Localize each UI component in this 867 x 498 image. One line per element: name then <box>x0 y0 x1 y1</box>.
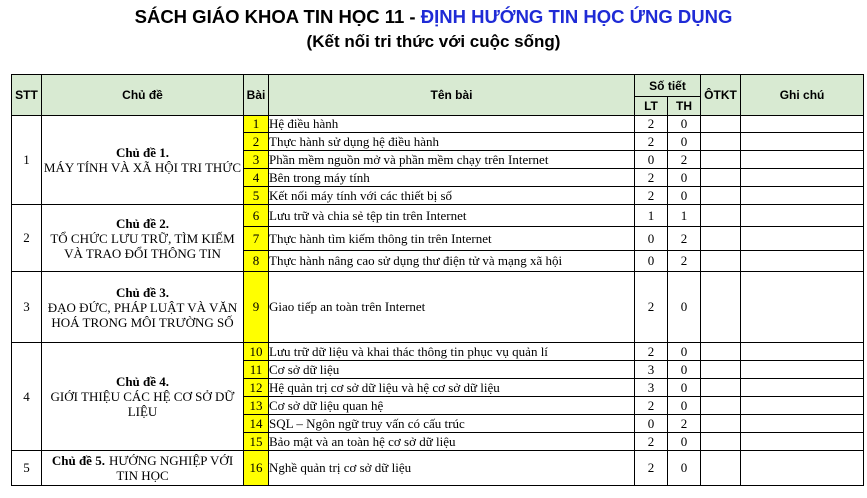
topic-name: HƯỚNG NGHIỆP VỚI TIN HỌC <box>108 453 234 483</box>
lesson-name: Hệ quản trị cơ sở dữ liệu và hệ cơ sở dữ liệu <box>269 379 635 397</box>
otkt-cell <box>701 379 741 397</box>
otkt-cell <box>701 272 741 343</box>
table-row <box>12 451 864 486</box>
lt-value: 3 <box>635 379 668 397</box>
lt-value: 1 <box>635 205 668 227</box>
header-periods: Số tiết <box>635 75 701 97</box>
th-value: 0 <box>668 116 701 133</box>
th-value: 1 <box>668 205 701 227</box>
table-row <box>12 116 864 133</box>
lesson-number: 2 <box>244 133 269 151</box>
lesson-name: Thực hành nâng cao sử dụng thư điện tử và mạng xã hội <box>269 251 635 272</box>
lesson-name: Kết nối máy tính với các thiết bị số <box>269 187 635 205</box>
note-cell <box>741 151 864 169</box>
lt-value: 2 <box>635 343 668 361</box>
curriculum-table <box>11 74 864 486</box>
lt-value: 2 <box>635 397 668 415</box>
lt-value: 2 <box>635 272 668 343</box>
topic-name: MÁY TÍNH VÀ XÃ HỘI TRI THỨC <box>43 160 242 175</box>
lesson-name: Bảo mật và an toàn hệ cơ sở dữ liệu <box>269 433 635 451</box>
topic-name: ĐẠO ĐỨC, PHÁP LUẬT VÀ VĂN HOÁ TRONG MÔI TRƯỜNG SỐ <box>47 299 238 330</box>
lesson-name: Phần mềm nguồn mở và phần mềm chạy trên Internet <box>269 151 635 169</box>
otkt-cell <box>701 433 741 451</box>
topic-cell <box>42 343 244 451</box>
lesson-number: 3 <box>244 151 269 169</box>
table-row <box>12 205 864 227</box>
lt-value: 2 <box>635 133 668 151</box>
lesson-number: 11 <box>244 361 269 379</box>
topic-cell <box>42 116 244 205</box>
otkt-cell <box>701 187 741 205</box>
note-cell <box>741 415 864 433</box>
otkt-cell <box>701 227 741 251</box>
row-stt: 4 <box>12 343 42 451</box>
topic-cell <box>42 451 244 486</box>
lesson-number: 13 <box>244 397 269 415</box>
note-cell <box>741 116 864 133</box>
th-value: 2 <box>668 151 701 169</box>
lesson-number: 14 <box>244 415 269 433</box>
lesson-name: Lưu trữ dữ liệu và khai thác thông tin phục vụ quản lí <box>269 343 635 361</box>
topic-label: Chủ đề 2. <box>115 215 170 231</box>
note-cell <box>741 187 864 205</box>
lesson-name: Cơ sở dữ liệu quan hệ <box>269 397 635 415</box>
lesson-number: 4 <box>244 169 269 187</box>
lt-value: 0 <box>635 415 668 433</box>
note-cell <box>741 205 864 227</box>
header-lesson-name: Tên bài <box>269 75 635 116</box>
th-value: 0 <box>668 133 701 151</box>
th-value: 0 <box>668 433 701 451</box>
lesson-number: 10 <box>244 343 269 361</box>
lesson-name: Giao tiếp an toàn trên Internet <box>269 272 635 343</box>
table-row <box>12 343 864 361</box>
lt-value: 2 <box>635 116 668 133</box>
note-cell <box>741 397 864 415</box>
topic-label: Chủ đề 1. <box>115 145 170 160</box>
note-cell <box>741 227 864 251</box>
page-title <box>0 6 867 28</box>
lesson-number: 5 <box>244 187 269 205</box>
lesson-name: Cơ sở dữ liệu <box>269 361 635 379</box>
lesson-number: 12 <box>244 379 269 397</box>
page-subtitle: (Kết nối tri thức với cuộc sống) <box>306 32 561 51</box>
lesson-name: Bên trong máy tính <box>269 169 635 187</box>
lesson-number: 6 <box>244 205 269 227</box>
lt-value: 2 <box>635 169 668 187</box>
lt-value: 0 <box>635 251 668 272</box>
th-value: 0 <box>668 169 701 187</box>
table-row <box>12 272 864 343</box>
lesson-name: Thực hành sử dụng hệ điều hành <box>269 133 635 151</box>
otkt-cell <box>701 151 741 169</box>
lesson-name: SQL – Ngôn ngữ truy vấn có cấu trúc <box>269 415 635 433</box>
otkt-cell <box>701 361 741 379</box>
th-value: 0 <box>668 451 701 486</box>
row-stt: 5 <box>12 451 42 486</box>
note-cell <box>741 169 864 187</box>
th-value: 2 <box>668 415 701 433</box>
otkt-cell <box>701 169 741 187</box>
lt-value: 0 <box>635 151 668 169</box>
lesson-name: Thực hành tìm kiếm thông tin trên Internet <box>269 227 635 251</box>
topic-label: Chủ đề 3. <box>115 284 170 300</box>
lesson-name: Lưu trữ và chia sẻ tệp tin trên Internet <box>269 205 635 227</box>
note-cell <box>741 433 864 451</box>
title-prefix: SÁCH GIÁO KHOA TIN HỌC 11 - <box>134 6 421 27</box>
lesson-number: 15 <box>244 433 269 451</box>
otkt-cell <box>701 205 741 227</box>
lt-value: 2 <box>635 187 668 205</box>
lt-value: 3 <box>635 361 668 379</box>
note-cell <box>741 272 864 343</box>
lesson-number: 8 <box>244 251 269 272</box>
row-stt: 2 <box>12 205 42 272</box>
header-otkt: ÔTKT <box>701 75 741 116</box>
table-body <box>12 116 864 486</box>
header-note: Ghi chú <box>741 75 864 116</box>
row-stt: 3 <box>12 272 42 343</box>
th-value: 0 <box>668 343 701 361</box>
th-value: 2 <box>668 227 701 251</box>
th-value: 0 <box>668 272 701 343</box>
th-value: 0 <box>668 187 701 205</box>
header-th: TH <box>668 97 701 116</box>
note-cell <box>741 251 864 272</box>
lesson-number: 1 <box>244 116 269 133</box>
note-cell <box>741 133 864 151</box>
otkt-cell <box>701 451 741 486</box>
note-cell <box>741 361 864 379</box>
topic-label: Chủ đề 5. <box>51 453 105 468</box>
topic-cell <box>42 205 244 272</box>
lt-value: 0 <box>635 227 668 251</box>
otkt-cell <box>701 343 741 361</box>
note-cell <box>741 343 864 361</box>
lesson-name: Nghề quản trị cơ sở dữ liệu <box>269 451 635 486</box>
topic-name: TỔ CHỨC LƯU TRỮ, TÌM KIẾM VÀ TRAO ĐỔI THÔNG TIN <box>50 230 235 261</box>
th-value: 0 <box>668 379 701 397</box>
otkt-cell <box>701 397 741 415</box>
header-topic: Chủ đề <box>42 75 244 116</box>
otkt-cell <box>701 251 741 272</box>
lt-value: 2 <box>635 451 668 486</box>
topic-label: Chủ đề 4. <box>115 374 170 389</box>
lt-value: 2 <box>635 433 668 451</box>
lesson-number: 9 <box>244 272 269 343</box>
topic-cell <box>42 272 244 343</box>
otkt-cell <box>701 133 741 151</box>
row-stt: 1 <box>12 116 42 205</box>
lesson-number: 7 <box>244 227 269 251</box>
lesson-number: 16 <box>244 451 269 486</box>
title-highlight: ĐỊNH HƯỚNG TIN HỌC ỨNG DỤNG <box>420 6 733 27</box>
th-value: 0 <box>668 361 701 379</box>
th-value: 2 <box>668 251 701 272</box>
header-stt: STT <box>12 75 42 116</box>
note-cell <box>741 379 864 397</box>
header-lt: LT <box>635 97 668 116</box>
otkt-cell <box>701 116 741 133</box>
note-cell <box>741 451 864 486</box>
lesson-name: Hệ điều hành <box>269 116 635 133</box>
th-value: 0 <box>668 397 701 415</box>
topic-name: GIỚI THIỆU CÁC HỆ CƠ SỞ DỮ LIỆU <box>50 389 235 419</box>
header-lesson: Bài <box>244 75 269 116</box>
otkt-cell <box>701 415 741 433</box>
